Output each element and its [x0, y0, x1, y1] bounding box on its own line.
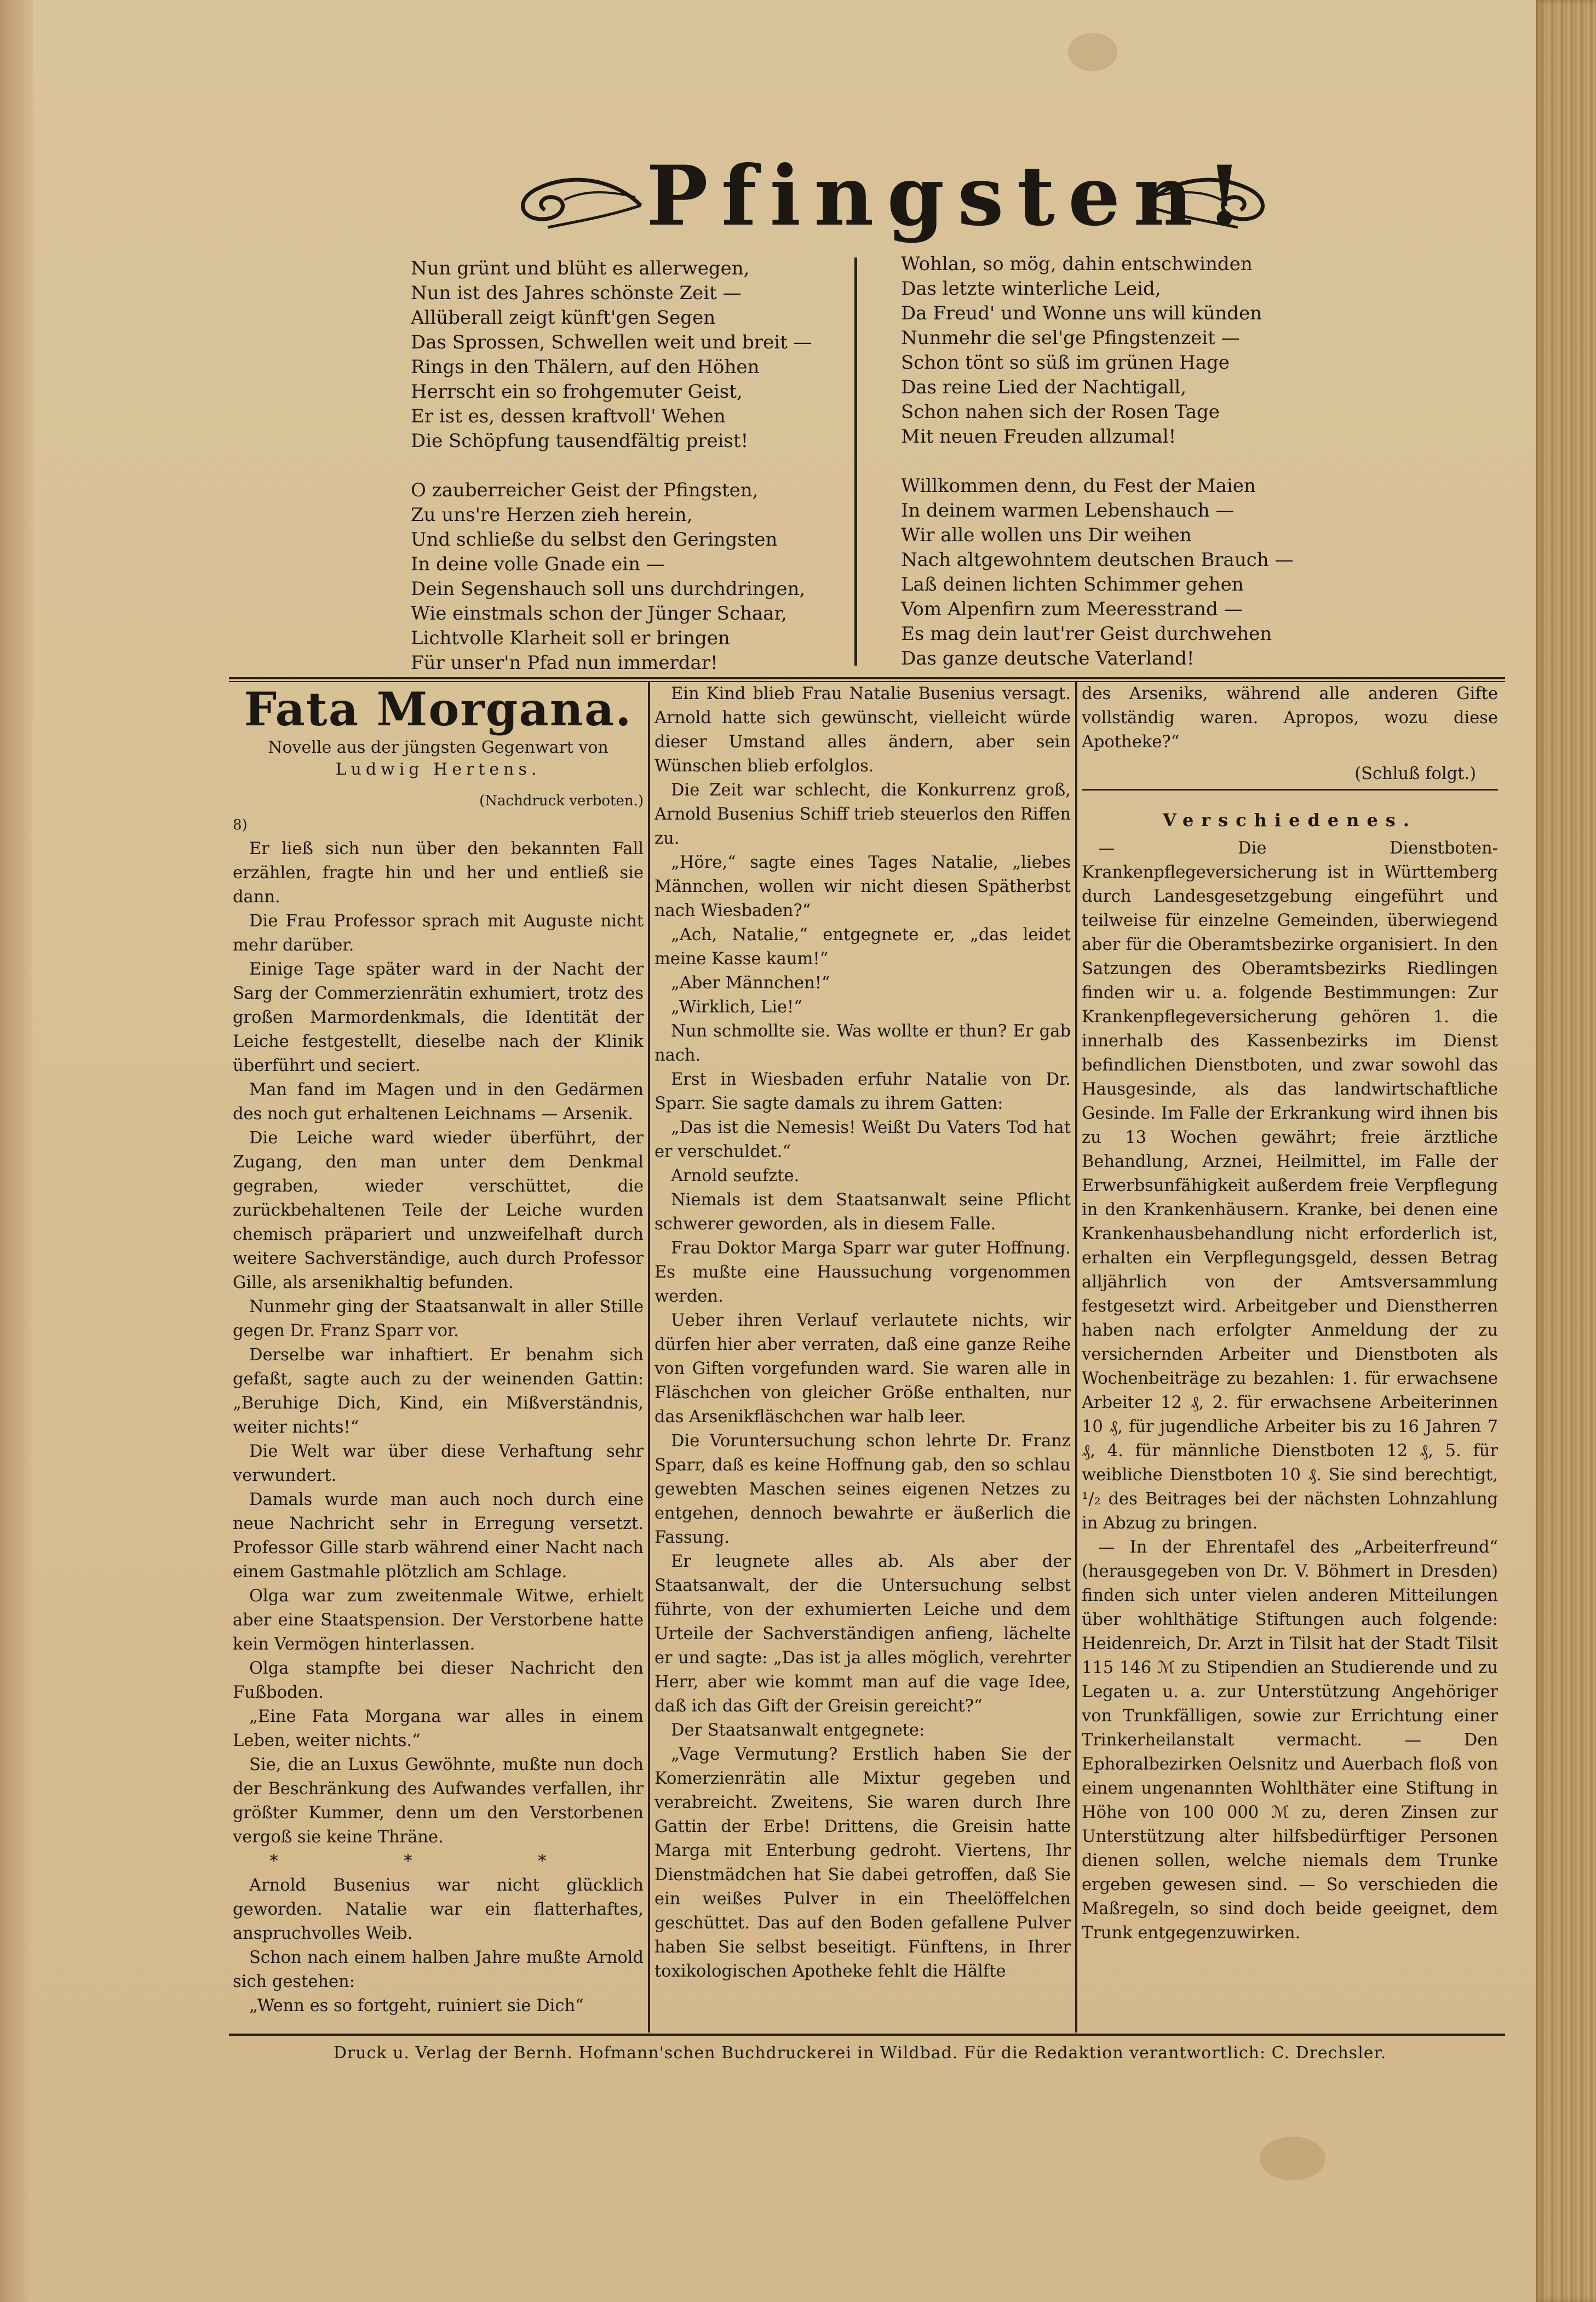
pfingsten-poem-left	[411, 256, 843, 700]
section-rule-top	[229, 677, 1505, 679]
poem-line: Nun grünt und blüht es allerwegen,	[411, 257, 750, 279]
paragraph: Olga stampfte bei dieser Nachricht den Fußboden.	[233, 1659, 644, 1702]
paragraph: Derselbe war inhaftiert. Er benahm sich gefaßt, sagte auch zu der weinenden Gattin: „Beruhige Dich, Kind, ein Mißverständnis, weiter nichts!“	[233, 1345, 644, 1437]
paragraph: Die Frau Professor sprach mit Auguste nicht mehr darüber.	[233, 912, 644, 955]
paragraph: „Wenn es so fortgeht, ruiniert sie Dich“	[249, 1996, 584, 2015]
paragraph: Man fand im Magen und in den Gedärmen des noch gut erhaltenen Leichnams — Arsenik.	[233, 1080, 644, 1124]
poem-stanza	[901, 252, 1350, 449]
paragraph: „Ach, Natalie,“ entgegnete er, „das leidet meine Kasse kaum!“	[655, 925, 1071, 969]
paragraph: Arnold Busenius war nicht glücklich geworden. Natalie war ein flatterhaftes, anspruchvolles Weib.	[233, 1876, 644, 1943]
installment-number: 8)	[233, 817, 248, 833]
column-1-body-continued	[233, 1874, 644, 2018]
column-divider-2	[1075, 682, 1077, 2032]
imprint-line: Druck u. Verlag der Bernh. Hofmann'schen Buchdruckerei in Wildbad. Für die Redaktion verantwortlich: C. Drechsler.	[333, 2043, 1387, 2063]
paragraph: Die Voruntersuchung schon lehrte Dr. Franz Sparr, daß es keine Hoffnung gab, den so schlau gewebten Maschen seines eigenen Netzes zu entgehen, dennoch bewahrte er äußerlich die Fassung.	[655, 1431, 1071, 1547]
flourish-right-ornament	[1139, 167, 1282, 233]
poem-line: Dein Segenshauch soll uns durchdringen,	[411, 578, 806, 600]
paragraph: Er leugnete alles ab. Als aber der Staatsanwalt, der die Untersuchung selbst führte, von der exhumierten Leiche und dem Urteile der Sachverständigen anfieng, lächelte er und sagte: „Das ist ja alles möglich, verehrter Herr, aber wie kommt man auf die vage Idee, daß ich das Gift der Greisin gereicht?“	[655, 1552, 1071, 1716]
paragraph: Damals wurde man auch noch durch eine neue Nachricht sehr in Erregung versetzt. Professor Gille starb während einer Nacht nach einem Gastmahle plötzlich am Schlage.	[233, 1490, 644, 1582]
paragraph: Arnold seufzte.	[671, 1166, 800, 1186]
section-stars: * * *	[269, 1852, 607, 1871]
poem-line: Da Freud' und Wonne uns will künden	[901, 302, 1262, 324]
paragraph: Frau Doktor Marga Sparr war guter Hoffnung. Es mußte eine Haussuchung vorgenommen werden.	[655, 1239, 1071, 1306]
verschiedenes-title: Verschiedenes.	[1163, 810, 1417, 831]
paragraph: Er ließ sich nun über den bekannten Fall erzählen, fragte hin und her und entließ sie dann.	[233, 839, 644, 907]
poem-stanza	[411, 256, 843, 454]
poem-line: Das ganze deutsche Vaterland!	[901, 648, 1195, 669]
paragraph: Die Leiche ward wieder überführt, der Zugang, den man unter dem Denkmal gegraben, wieder verschüttet, die zurückbehaltenen Teile der Leiche wurden chemisch präpariert und unzweifelhaft durch weitere Sachverständige, auch durch Professor Gille, als arsenikhaltig befunden.	[233, 1129, 644, 1292]
fata-morgana-subtitle: Novelle aus der jüngsten Gegenwart von	[268, 738, 608, 757]
poem-line: Nach altgewohntem deutschen Brauch —	[901, 549, 1294, 571]
poem-line: Wie einstmals schon der Jünger Schaar,	[411, 603, 787, 625]
poem-line: In deine volle Gnade ein —	[411, 553, 665, 575]
flourish-left-ornament	[504, 167, 646, 233]
paragraph: Ueber ihren Verlauf verlautete nichts, wir dürfen hier aber verraten, daß eine ganze Reihe von Giften vorgefunden ward. Sie waren alle in Fläschchen von gleicher Größe enthalten, nur das Arsenikfläschchen war halb leer.	[655, 1311, 1071, 1427]
paragraph: Der Staatsanwalt entgegnete:	[671, 1721, 925, 1740]
page-stack-edge	[1536, 0, 1596, 2302]
column-1-body	[233, 837, 644, 1849]
poem-line: Herrscht ein so frohgemuter Geist,	[411, 381, 743, 403]
poem-line: Es mag dein laut'rer Geist durchwehen	[901, 623, 1272, 645]
poem-line: Wir alle wollen uns Dir weihen	[901, 524, 1192, 546]
section-rule-bottom	[229, 2034, 1505, 2036]
paragraph: Einige Tage später ward in der Nacht der Sarg der Commerzienrätin exhumiert, trotz des großen Marmordenkmals, die Identität der Leiche festgestellt, dieselbe nach der Klinik überführt und seciert.	[233, 960, 644, 1075]
paragraph: Sie, die an Luxus Gewöhnte, mußte nun doch der Beschränkung des Aufwandes verfallen, ihr größter Kummer, denn um den Verstorbenen vergoß sie keine Thräne.	[233, 1755, 644, 1847]
poem-line: Schon nahen sich der Rosen Tage	[901, 401, 1220, 423]
fata-morgana-column-2	[655, 682, 1071, 1984]
poem-line: Zu uns're Herzen zieh herein,	[411, 504, 693, 526]
poem-line: Mit neuen Freuden allzumal!	[901, 426, 1176, 448]
paragraph: „Höre,“ sagte eines Tages Natalie, „liebes Männchen, wollen wir nicht diesen Spätherbst nach Wiesbaden?“	[655, 853, 1071, 920]
poem-line: Und schließe du selbst den Geringsten	[411, 529, 778, 551]
paragraph: Die Zeit war schlecht, die Konkurrenz groß, Arnold Busenius Schiff trieb steuerlos den Riffen zu.	[655, 781, 1071, 848]
poem-stanza	[411, 478, 843, 675]
poem-line: Willkommen denn, du Fest der Maien	[901, 475, 1256, 497]
paragraph: Schon nach einem halben Jahre mußte Arnold sich gestehen:	[233, 1948, 644, 1991]
paragraph: „Das ist die Nemesis! Weißt Du Vaters Tod hat er verschuldet.“	[655, 1118, 1071, 1161]
poem-line: In deinem warmen Lebenshauch —	[901, 500, 1235, 522]
continued-note: (Schluß folgt.)	[1354, 764, 1476, 783]
paragraph: Erst in Wiesbaden erfuhr Natalie von Dr. Sparr. Sie sagte damals zu ihrem Gatten:	[655, 1070, 1071, 1113]
paragraph: — In der Ehrentafel des „Arbeiterfreund“ (herausgegeben von Dr. V. Böhmert in Dresden) finden sich unter vielen anderen Mitteilungen über wohlthätige Stiftungen auch folgende: Heidenreich, Dr. Arzt in Tilsit hat der Stadt Tilsit 115 146 ℳ zu Stipendien an Studierende und zu Legaten u. a. zur Unterstützung Angehöriger von Trunkfälligen, sowie zur Errichtung einer Trinkerheilanstalt vermacht. — Den Ephoralbezirken Oelsnitz und Auerbach floß von einem ungenannten Wohlthäter eine Stiftung in Höhe von 100 000 ℳ zu, deren Zinsen zur Unterstützung alter hilfsbedürftiger Personen dienen sollen, welche niemals dem Trunke ergeben gewesen sind. — So verschieden die Maßregeln, so sind doch beide geeignet, dem Trunk entgegenzuwirken.	[1082, 1538, 1498, 1943]
paragraph: „Aber Männchen!“	[671, 974, 830, 993]
paragraph: Ein Kind blieb Frau Natalie Busenius versagt. Arnold hatte sich gewünscht, vielleicht würde dieser Umstand alles ändern, aber sein Wünschen blieb erfolglos.	[655, 684, 1071, 776]
paragraph: Nunmehr ging der Staatsanwalt in aller Stille gegen Dr. Franz Sparr vor.	[233, 1297, 644, 1341]
paper-stain	[1068, 33, 1117, 71]
fata-morgana-subtitle-block	[233, 737, 644, 781]
poem-line: Das Sprossen, Schwellen weit und breit —	[411, 331, 812, 353]
paragraph: „Eine Fata Morgana war alles in einem Leben, weiter nichts.“	[233, 1707, 644, 1750]
verschiedenes-body	[1082, 837, 1498, 1945]
column-3	[1082, 682, 1498, 1945]
poem-line: Er ist es, dessen kraftvoll' Wehen	[411, 405, 726, 427]
poem-line: Das letzte winterliche Leid,	[901, 278, 1161, 300]
poem-line: Für unser'n Pfad nun immerdar!	[411, 652, 718, 674]
fata-morgana-column-1	[233, 789, 644, 2018]
poem-line: Nunmehr die sel'ge Pfingstenzeit —	[901, 327, 1240, 349]
pfingsten-title: Pfingsten!	[646, 148, 1256, 244]
poem-stanza	[901, 474, 1350, 671]
pfingsten-poem-right	[901, 252, 1350, 696]
paragraph: Olga war zum zweitenmale Witwe, erhielt aber eine Staatspension. Der Verstorbene hatte kein Vermögen hinterlassen.	[233, 1587, 644, 1654]
paragraph: „Vage Vermutung? Erstlich haben Sie der Komerzienrätin alle Mixtur gegeben und verabreicht. Zweitens, Sie waren durch Ihre Gattin der Erbe! Drittens, die Greisin hatte Marga mit Enterbung gedroht. Viertens, Ihr Dienstmädchen hat Sie dabei getroffen, daß Sie ein weißes Pulver in ein Theelöffelchen geschüttet. Das auf den Boden gefallene Pulver haben Sie selbst beseitigt. Fünftens, in Ihrer toxikologischen Apotheke fehlt die Hälfte	[655, 1745, 1071, 1981]
paper-stain	[1260, 2137, 1325, 2180]
poem-line: Das reine Lied der Nachtigall,	[901, 376, 1187, 398]
poem-line: Allüberall zeigt künft'gen Segen	[411, 307, 716, 329]
poem-line: Schon tönt so süß im grünen Hage	[901, 352, 1230, 374]
poem-line: Die Schöpfung tausendfältig preist!	[411, 430, 749, 452]
paragraph: Die Welt war über diese Verhaftung sehr verwundert.	[233, 1442, 644, 1485]
poem-line: O zauberreicher Geist der Pfingsten,	[411, 479, 759, 501]
fata-morgana-column-3-text: des Arseniks, während alle anderen Gifte vollständig waren. Apropos, wozu diese Apotheke?“	[1082, 684, 1498, 752]
paragraph: „Wirklich, Lie!“	[671, 998, 802, 1017]
fata-morgana-title: Fata Morgana.	[244, 682, 633, 736]
poem-line: Rings in den Thälern, auf den Höhen	[411, 356, 760, 378]
poem-divider	[854, 257, 857, 666]
poem-line: Vom Alpenfirn zum Meeresstrand —	[901, 598, 1243, 620]
page-left-shadow	[0, 0, 33, 2302]
reprint-note: (Nachdruck verboten.)	[479, 793, 644, 809]
fata-morgana-author: Ludwig Hertens.	[335, 760, 541, 779]
poem-line: Nun ist des Jahres schönste Zeit —	[411, 282, 742, 304]
paragraph: Nun schmollte sie. Was wollte er thun? Er gab nach.	[655, 1022, 1071, 1065]
poem-line: Wohlan, so mög, dahin entschwinden	[901, 253, 1253, 275]
paragraph: Niemals ist dem Staatsanwalt seine Pflicht schwerer geworden, als in diesem Falle.	[655, 1190, 1071, 1234]
poem-line: Lichtvolle Klarheit soll er bringen	[411, 627, 730, 649]
poem-line: Laß deinen lichten Schimmer gehen	[901, 574, 1244, 595]
column-divider-1	[648, 682, 650, 2032]
paragraph: — Die Dienstboten-Krankenpflegeversicherung ist in Württemberg durch Landesgesetzgebung eingeführt und teilweise für einzelne Gemeinden, überwiegend aber für die Oberamtsbezirke organisiert. In den Satzungen des Oberamtsbezirks Riedlingen finden wir u. a. folgende Bestimmungen: Zur Krankenpflegeversicherung gehören 1. die innerhalb des Kassenbezirks im Dienst befindlichen Dienstboten, und zwar sowohl das Hausgesinde, als das landwirtschaftliche Gesinde. Im Falle der Erkrankung wird ihnen bis zu 13 Wochen gewährt; freie ärztliche Behandlung, Arznei, Heilmittel, im Falle der Erwerbsunfähigkeit außerdem freie Verpflegung in den Krankenhäusern. Kranke, bei denen eine Krankenhausbehandlung nicht erforderlich ist, erhalten ein Verpflegungsgeld, dessen Betrag alljährlich von der Amtsversammlung festgesetzt wird. Arbeitgeber und Dienstherren haben nach erfolgter Anmeldung der zu versichernden Arbeiter und Dienstboten als Wochenbeiträge zu bezahlen: 1. für erwachsene Arbeiter 12 ₰, 2. für erwachsene Arbeiterinnen 10 ₰, für jugendliche Arbeiter bis zu 16 Jahren 7 ₰, 4. für männliche Dienstboten 12 ₰, 5. für weibliche Dienstboten 10 ₰. Sie sind berechtigt, ¹/₂ des Beitrages bei der nächsten Lohnzahlung in Abzug zu bringen.	[1082, 839, 1498, 1533]
